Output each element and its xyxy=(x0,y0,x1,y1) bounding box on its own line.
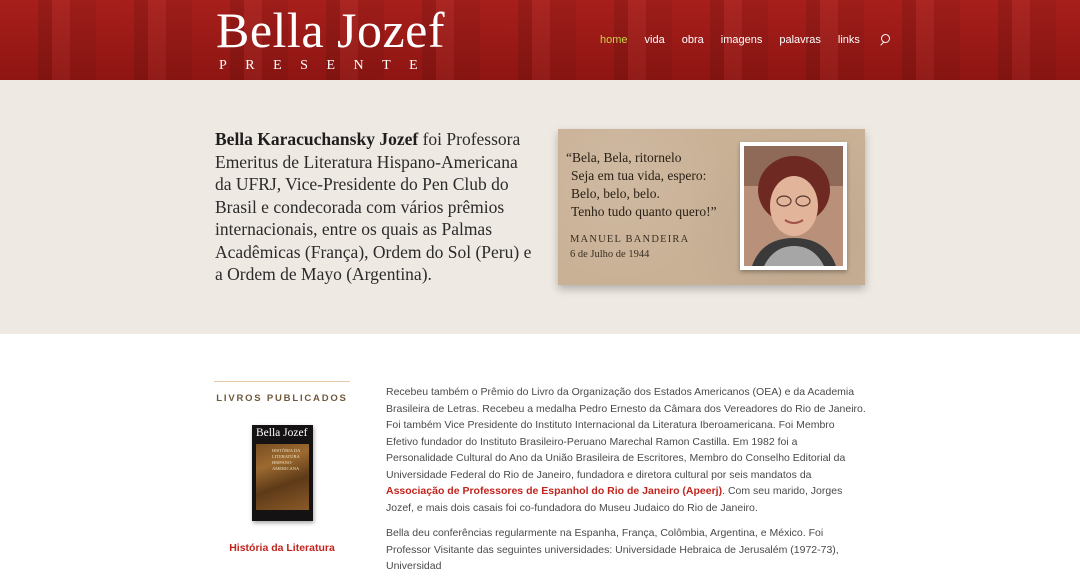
sidebar-divider xyxy=(214,381,350,382)
logo-title: Bella Jozef xyxy=(216,2,446,58)
book-cover-line-3: HISPANO- xyxy=(272,460,293,465)
book-title-link[interactable]: História da Literatura xyxy=(229,542,335,554)
quote-line-1: “Bela, Bela, ritornelo xyxy=(566,150,682,165)
site-header xyxy=(0,0,1080,80)
quote-date: 6 de Julho de 1944 xyxy=(570,249,650,260)
portrait-image xyxy=(744,146,843,266)
quote-line-4: Tenho tudo quanto quero!” xyxy=(571,204,717,219)
bio-text: foi Professora Emeritus de Literatura Hispano-Americana da UFRJ, Vice-Presidente do Pen Club do Brasil e condecorada com vários prêmios internacionais, entre os quais as Palmas Acadêmicas (França), Ordem do Sol (Peru) e a Ordem de Mayo (Argentina). xyxy=(215,129,532,284)
book-cover-line-4: AMERICANA xyxy=(272,466,300,471)
paragraph-2: Bella deu conferências regularmente na Espanha, França, Colômbia, Argentina, e México. Foi Professor Visitante das seguintes universidades: Universidade Hebraica de Jerusalém (1972-73), Universidad xyxy=(386,527,839,572)
nav-item-links[interactable]: links xyxy=(837,34,860,46)
search-icon[interactable] xyxy=(879,33,893,47)
sidebar-heading: LIVROS PUBLICADOS xyxy=(216,393,348,404)
portrait-photo xyxy=(744,146,843,266)
book-cover-image[interactable] xyxy=(252,425,313,521)
book-cover-line-1: HISTÓRIA DA xyxy=(272,448,301,453)
logo-subtitle: PRESENTE xyxy=(219,58,437,73)
nav-item-imagens[interactable]: imagens xyxy=(720,34,763,46)
book-cover-text xyxy=(272,448,300,472)
paragraph-1 xyxy=(386,384,866,516)
book-cover-line-2: LITERATURA xyxy=(272,454,300,459)
nav-item-obra[interactable]: obra xyxy=(681,34,704,46)
bio-name: Bella Karacuchansky Jozef xyxy=(215,129,419,149)
site-logo[interactable] xyxy=(216,4,445,74)
nav-item-vida[interactable]: vida xyxy=(644,34,665,46)
paragraph-1-text-end: . Com seu marido, Jorges Jozef, e mais dois casais foi co-fundadora do Museu Judaico do Rio de Janeiro. xyxy=(386,485,843,514)
hero-bio xyxy=(215,128,535,286)
apeerj-link[interactable]: Associação de Professores de Espanhol do Rio de Janeiro (Apeerj) xyxy=(386,485,723,497)
nav-item-home[interactable]: home xyxy=(600,34,628,46)
quote-line-3: Belo, belo, belo. xyxy=(571,186,660,201)
quote-line-2: Seja em tua vida, espero: xyxy=(571,168,707,183)
nav-item-palavras[interactable]: palavras xyxy=(779,34,821,46)
paragraph-1-text: Recebeu também o Prêmio do Livro da Organização dos Estados Americanos (OEA) e da Academia Brasileira de Letras. Recebeu a medalha Pedro Ernesto da Câmara dos Vereadores do Rio de Janeiro. Foi também Vice Presidente do Instituto Internacional da Literatura Iberoamericana. Foi Membro Efetivo fundador do Instituto Brasileiro-Peruano Marechal Ramon Castilla. Em 1982 foi a Personalidade Cultural do Ano da União Brasileira de Escritores, Membro do Conselho Editorial da Universidade Federal do Rio de Janeiro, fundadora e diretora cultural por seis mandatos da xyxy=(386,386,866,481)
main-content xyxy=(386,384,866,584)
quote-author: MANUEL BANDEIRA xyxy=(570,234,690,245)
hero-section xyxy=(0,80,1080,334)
portrait-frame xyxy=(740,142,847,270)
poem-quote xyxy=(566,149,717,221)
main-nav xyxy=(600,33,893,47)
book-cover-title: Bella Jozef xyxy=(256,427,308,439)
quote-card xyxy=(558,129,865,285)
